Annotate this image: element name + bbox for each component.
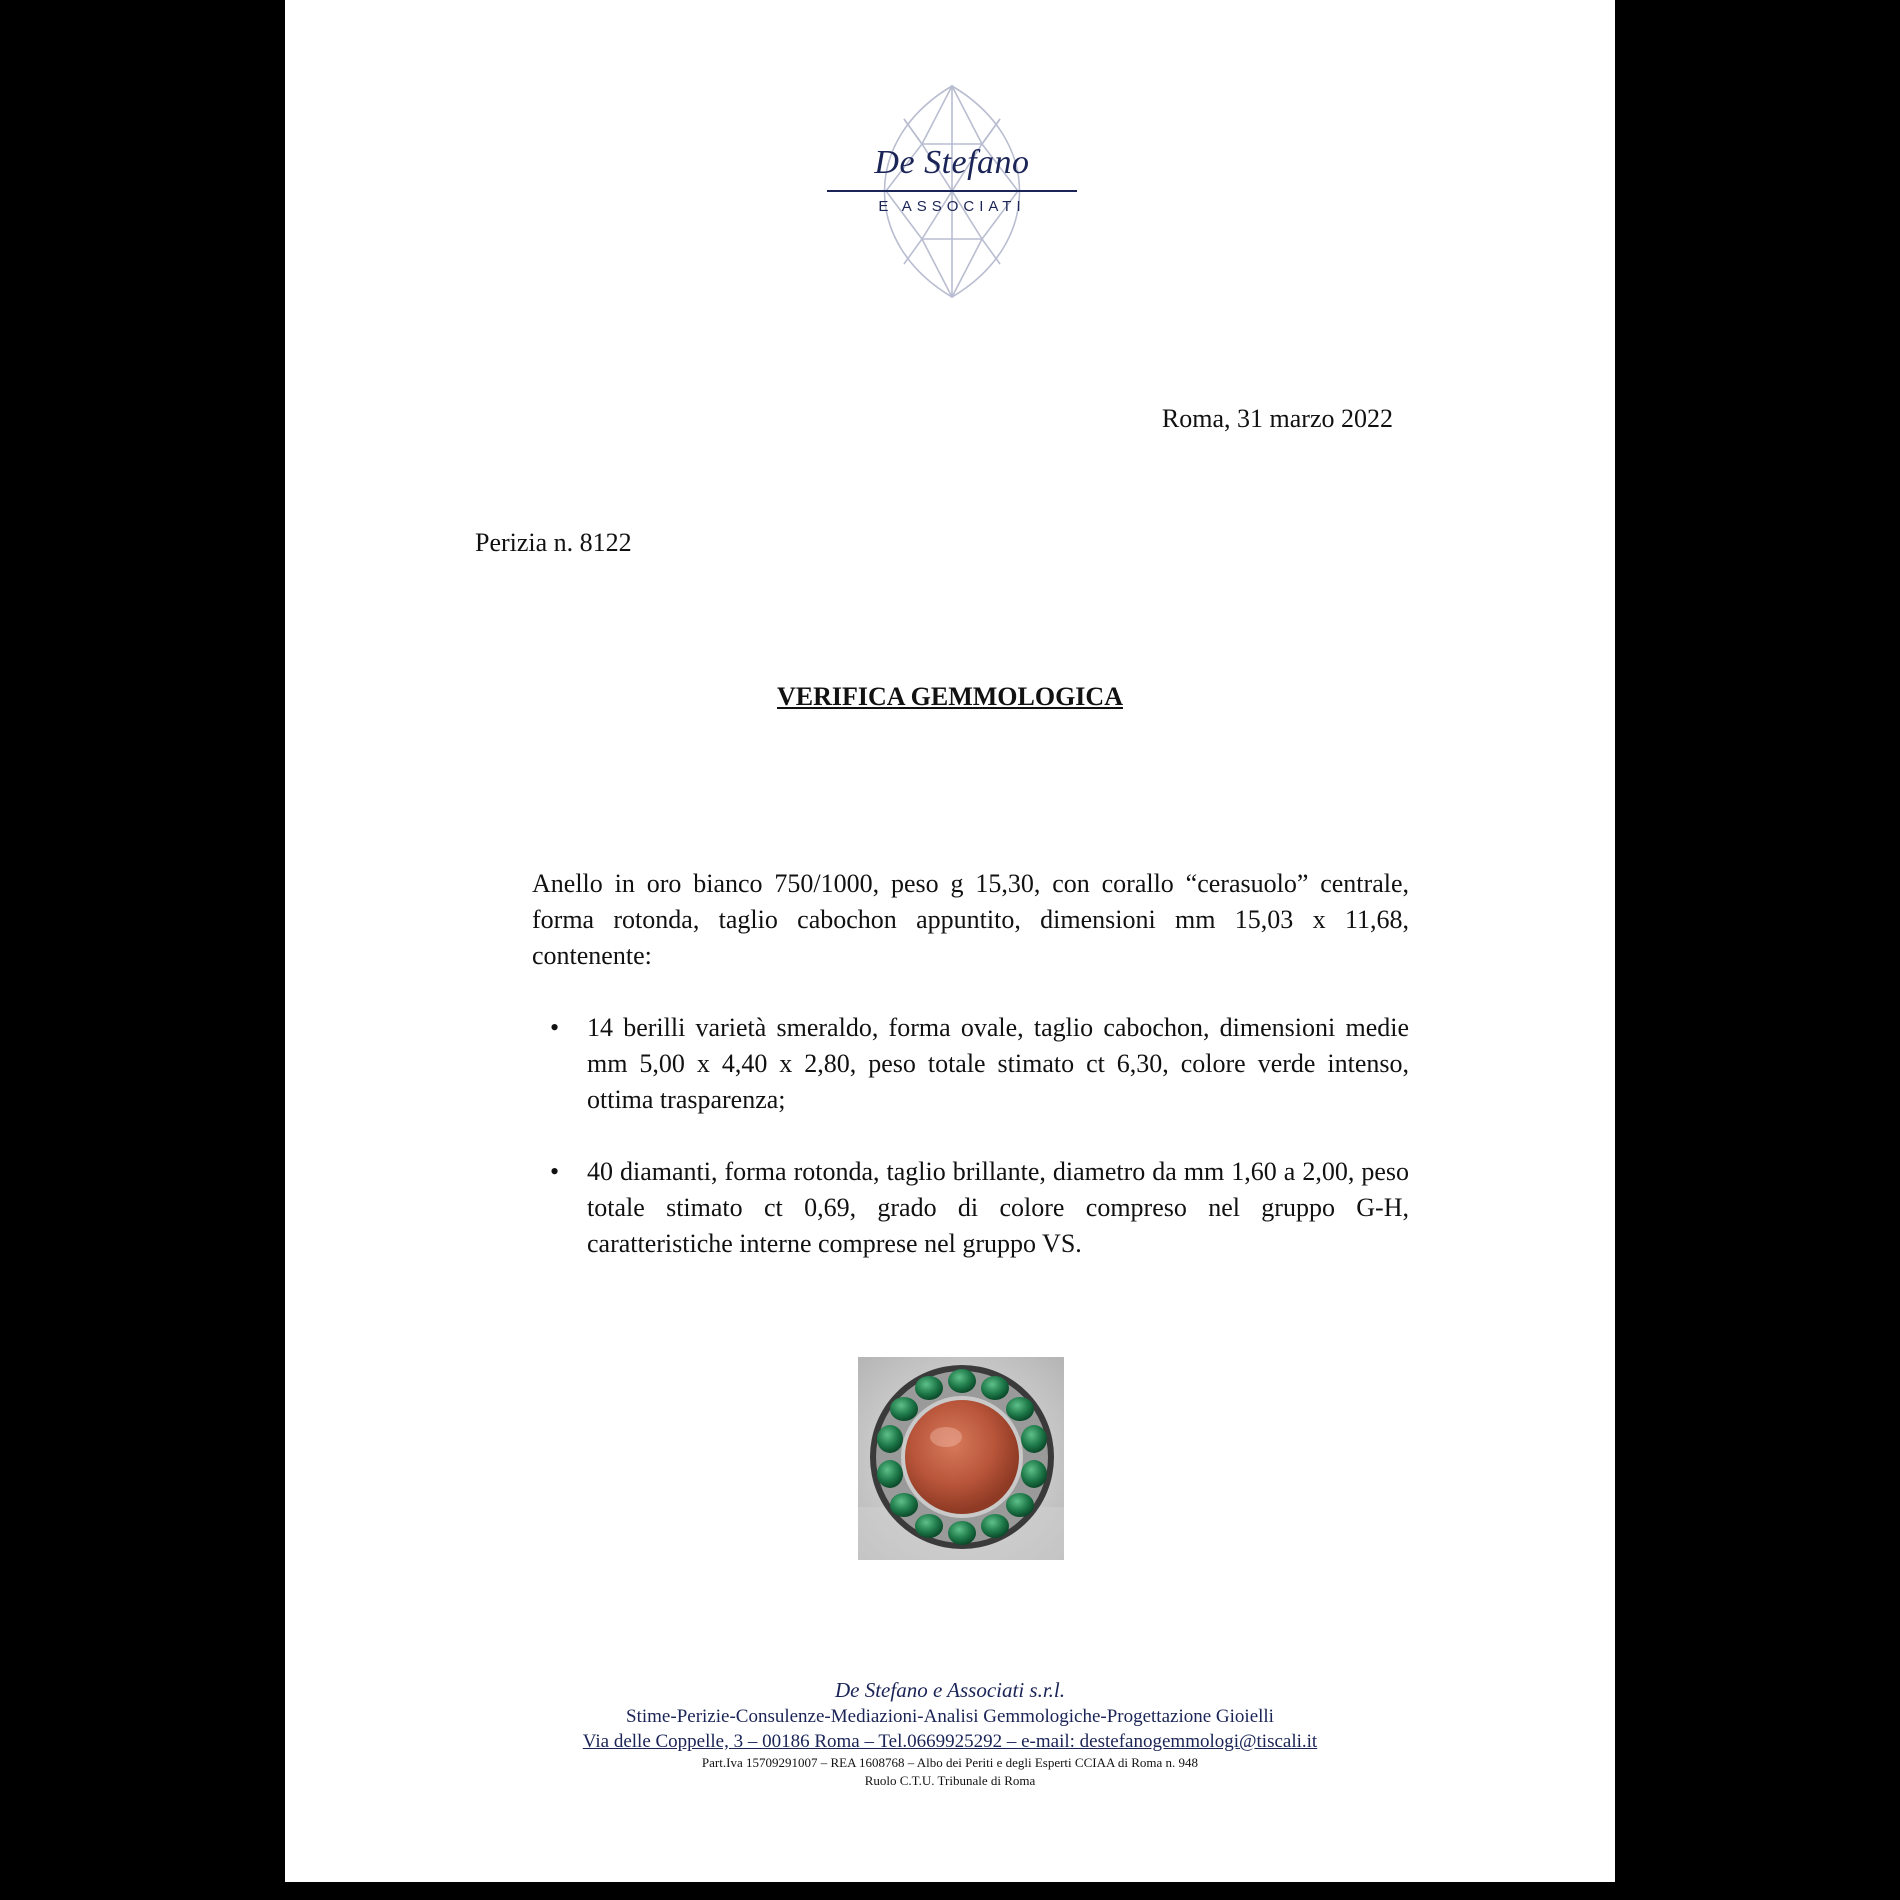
intro-paragraph: Anello in oro bianco 750/1000, peso g 15,30, con corallo “cerasuolo” centrale, forma rotonda, taglio cabochon appuntito, dimensioni mm 15,03 x 11,68, contenente: [532,869,1409,970]
bullet-icon: • [550,1013,560,1042]
document-footer [285,1676,1615,1790]
footer-services: Stime-Perizie-Consulenze-Mediazioni-Analisi Gemmologiche-Progettazione Gioielli [626,1706,1274,1727]
document-page [285,0,1615,1882]
company-logo [812,84,1092,299]
footer-address: Via delle Coppelle, 3 – 00186 Roma – Tel.0669925292 – e-mail: destefanogemmologi@tiscali.it [582,1731,1318,1752]
list-item [532,1010,1409,1118]
logo-subtitle: E ASSOCIATI [878,198,1026,215]
footer-court: Ruolo C.T.U. Tribunale di Roma [864,1773,1036,1788]
ring-image [858,1357,1064,1560]
footer-company: De Stefano e Associati s.r.l. [834,1678,1065,1702]
perizia-number: Perizia n. 8122 [475,528,632,557]
logo-divider [827,190,1077,192]
list-item-text: 40 diamanti, forma rotonda, taglio brillante, diametro da mm 1,60 a 2,00, peso totale stimato ct 0,69, grado di colore compreso nel gruppo G-H, caratteristiche interne comprese nel gruppo VS. [587,1157,1409,1258]
document-body [532,866,1409,1262]
ring-photo [858,1357,1064,1560]
bullet-icon: • [550,1157,560,1186]
footer-registry: Part.Iva 15709291007 – REA 1608768 – Albo dei Periti e degli Esperti CCIAA di Roma n. 948 [701,1755,1199,1770]
document-title: VERIFICA GEMMOLOGICA [777,682,1123,711]
logo-name: De Stefano [874,144,1030,181]
document-date: Roma, 31 marzo 2022 [1161,404,1393,433]
list-item-text: 14 berilli varietà smeraldo, forma ovale, taglio cabochon, dimensioni medie mm 5,00 x 4,40 x 2,80, peso totale stimato ct 6,30, colore verde intenso, ottima trasparenza; [587,1013,1409,1114]
list-item [532,1154,1409,1262]
gem-list [532,1010,1409,1262]
